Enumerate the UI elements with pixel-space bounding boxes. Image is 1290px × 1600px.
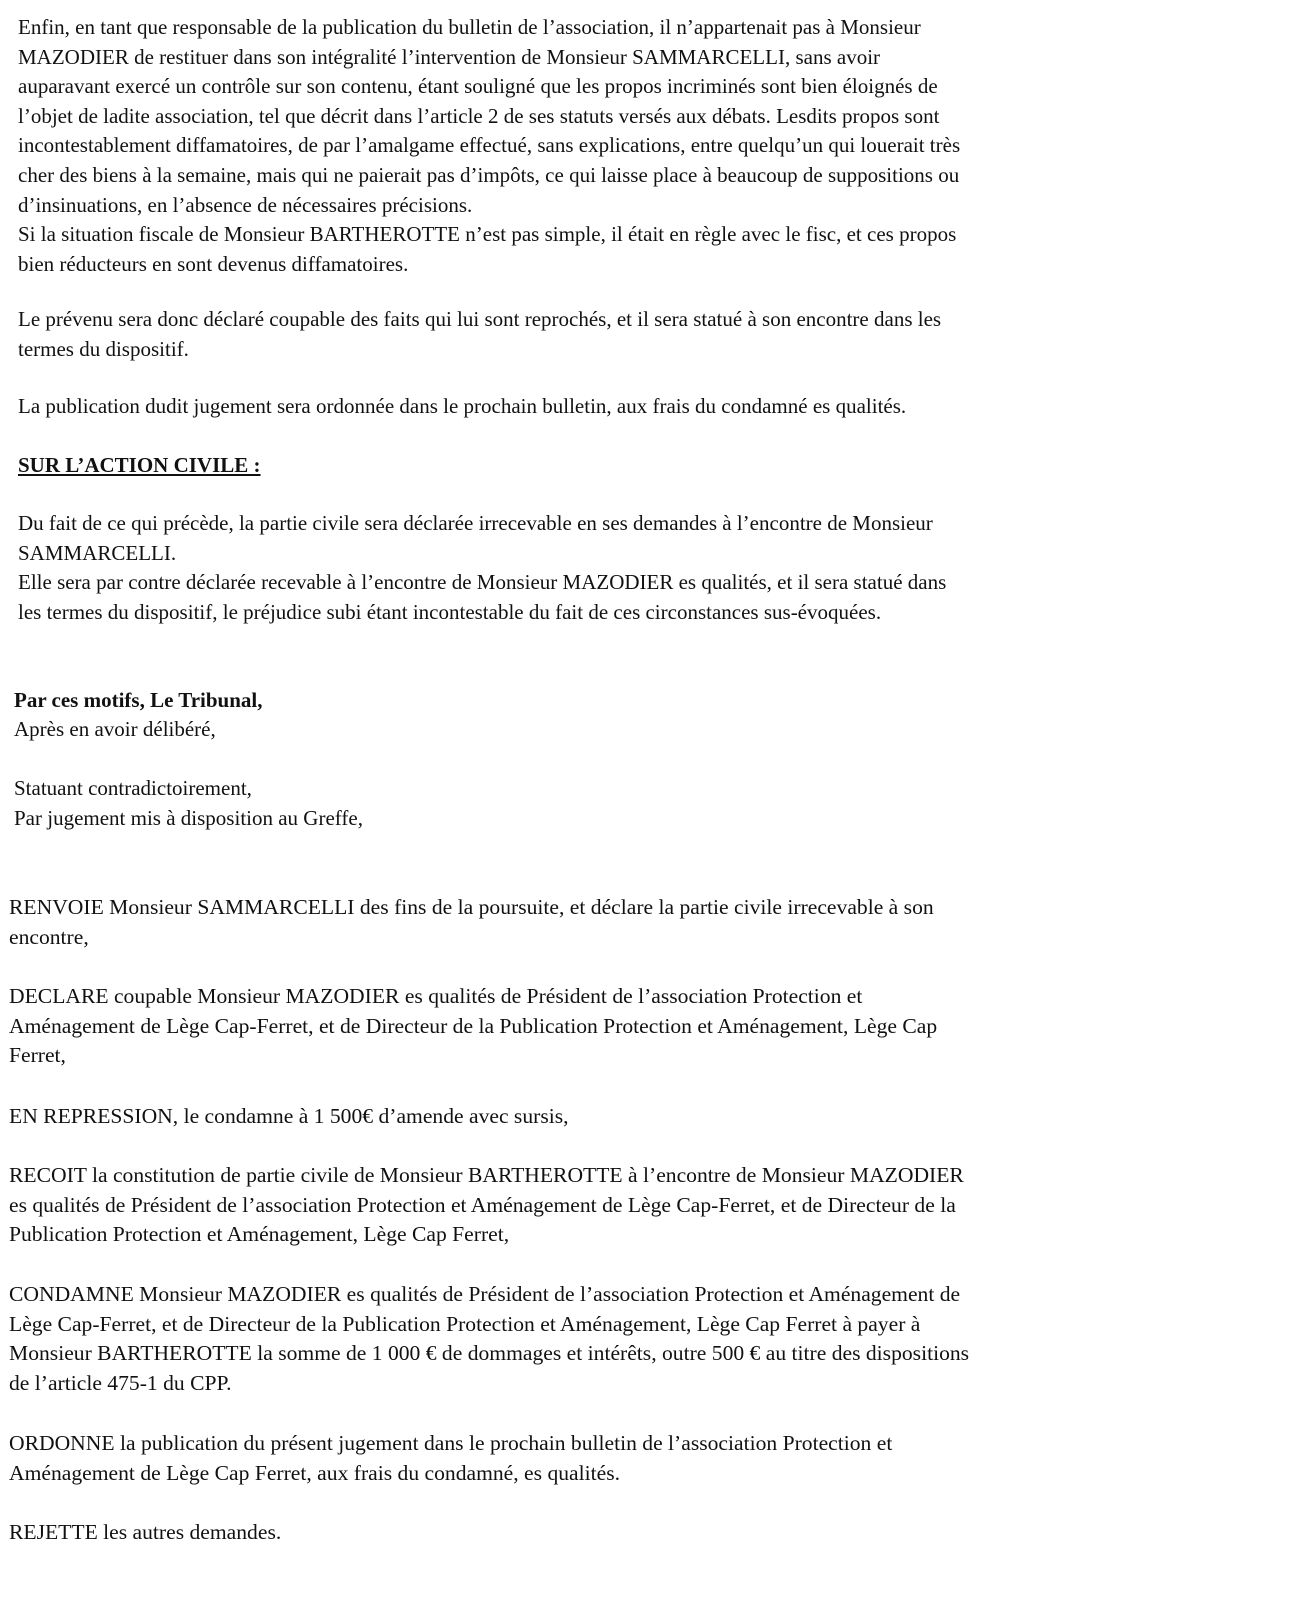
text-line: de l’article 475-1 du CPP. — [9, 1370, 232, 1395]
text-line: Publication Protection et Aménagement, Lège Cap Ferret, — [9, 1222, 510, 1247]
text-line: d’insinuations, en l’absence de nécessaires précisions. — [18, 192, 473, 217]
text-line: Enfin, en tant que responsable de la publication du bulletin de l’association, il n’appartenait pas à Monsieur — [18, 15, 921, 39]
text-line: Elle sera par contre déclarée recevable à l’encontre de Monsieur MAZODIER es qualités, et il sera statué dans — [18, 570, 947, 595]
text-line: Le prévenu sera donc déclaré coupable des faits qui lui sont reprochés, et il sera statué à son encontre dans les — [18, 307, 942, 331]
heading-action-civile: SUR L’ACTION CIVILE : — [18, 453, 261, 477]
ruling-ordonne — [9, 1429, 892, 1488]
paragraph-publication-responsibility — [18, 13, 960, 279]
motifs-deliberation: Après en avoir délibéré, — [14, 717, 216, 741]
text-line: es qualités de Président de l’association Protection et Aménagement de Lège Cap-Ferret, et de Directeur de la — [9, 1192, 956, 1217]
text-line: auparavant exercé un contrôle sur son contenu, étant souligné que les propos incriminés sont bien éloignés de — [18, 74, 938, 99]
text-line: REJETTE les autres demandes. — [9, 1520, 282, 1544]
paragraph-statuant — [14, 774, 363, 833]
text-line: Si la situation fiscale de Monsieur BARTHEROTTE n’est pas simple, il était en règle avec le fisc, et ces propos — [18, 222, 957, 247]
text-line: incontestablement diffamatoires, de par l’amalgame effectué, sans explications, entre quelqu’un qui louerait très — [18, 133, 961, 158]
text-line: ORDONNE la publication du présent jugement dans le prochain bulletin de l’association Protection et — [9, 1431, 893, 1455]
ruling-rejette — [9, 1518, 281, 1548]
text-line: l’objet de ladite association, tel que décrit dans l’article 2 de ses statuts versés aux débats. Lesdits propos sont — [18, 103, 940, 128]
text-line: cher des biens à la semaine, mais qui ne paierait pas d’impôts, ce qui laisse place à beaucoup de suppositions ou — [18, 162, 960, 187]
ruling-recoit — [9, 1161, 964, 1250]
text-line: les termes du dispositif, le préjudice subi étant incontestable du fait de ces circonstances sus-évoquées. — [18, 599, 882, 624]
text-line: MAZODIER de restituer dans son intégralité l’intervention de Monsieur SAMMARCELLI, sans avoir — [18, 44, 881, 69]
text-line: Ferret, — [9, 1043, 66, 1068]
text-line: La publication dudit jugement sera ordonnée dans le prochain bulletin, aux frais du condamné es qualités. — [18, 394, 907, 418]
text-line: termes du dispositif. — [18, 336, 189, 361]
ruling-condamne — [9, 1280, 969, 1398]
text-line: Aménagement de Lège Cap Ferret, aux frais du condamné, es qualités. — [9, 1460, 621, 1485]
text-line: Monsieur BARTHEROTTE la somme de 1 000 € de dommages et intérêts, outre 500 € au titre des dispositions — [9, 1341, 970, 1366]
text-line: SAMMARCELLI. — [18, 540, 177, 565]
text-line: Lège Cap-Ferret, et de Directeur de la Publication Protection et Aménagement, Lège Cap Ferret à payer à — [9, 1311, 921, 1336]
text-line: DECLARE coupable Monsieur MAZODIER es qualités de Président de l’association Protection et — [9, 984, 863, 1008]
paragraph-guilty — [18, 305, 941, 364]
paragraph-civil-action — [18, 509, 946, 627]
motifs-title: Par ces motifs, Le Tribunal, — [14, 688, 263, 712]
text-line: EN REPRESSION, le condamne à 1 500€ d’amende avec sursis, — [9, 1104, 569, 1128]
text-line: bien réducteurs en sont devenus diffamatoires. — [18, 251, 409, 276]
text-line: Statuant contradictoirement, — [14, 776, 252, 800]
text-line: Aménagement de Lège Cap-Ferret, et de Directeur de la Publication Protection et Aménagement, Lège Cap — [9, 1013, 938, 1038]
ruling-renvoie — [9, 893, 934, 952]
text-line: Du fait de ce qui précède, la partie civile sera déclarée irrecevable en ses demandes à l’encontre de Monsieur — [18, 511, 933, 535]
text-line: Par jugement mis à disposition au Greffe, — [14, 805, 363, 830]
ruling-declare — [9, 982, 937, 1071]
paragraph-publication-order — [18, 392, 906, 422]
text-line: RECOIT la constitution de partie civile de Monsieur BARTHEROTTE à l’encontre de Monsieur MAZODIER — [9, 1163, 964, 1187]
text-line: RENVOIE Monsieur SAMMARCELLI des fins de la poursuite, et déclare la partie civile irrecevable à son — [9, 895, 934, 919]
ruling-repression — [9, 1102, 569, 1132]
text-line: CONDAMNE Monsieur MAZODIER es qualités de Président de l’association Protection et Aménagement de — [9, 1282, 961, 1306]
text-line: encontre, — [9, 924, 89, 949]
